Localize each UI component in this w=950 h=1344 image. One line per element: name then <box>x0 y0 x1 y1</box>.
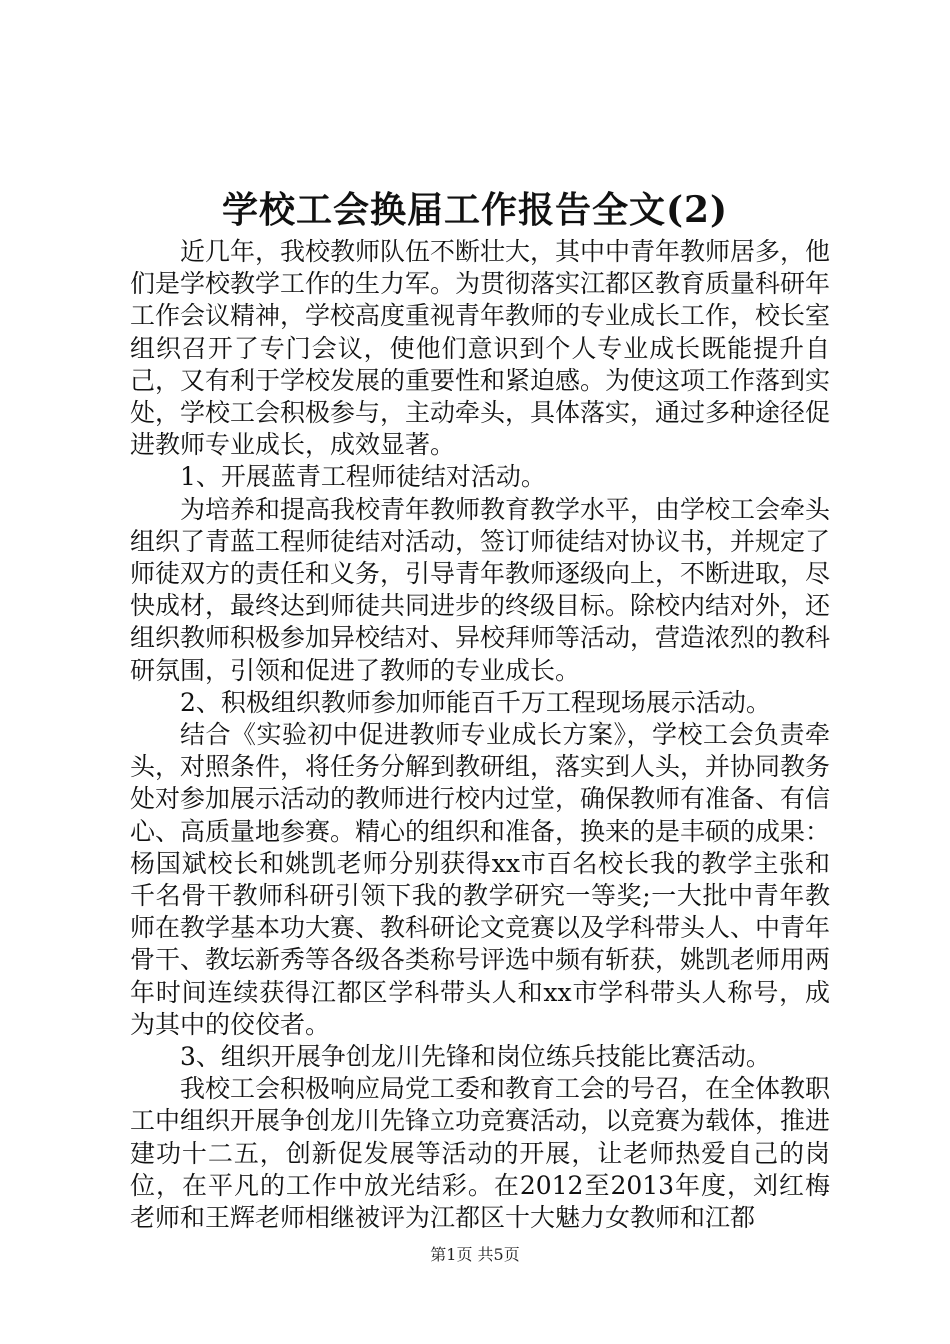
section-heading-2: 2、积极组织教师参加师能百千万工程现场展示活动。 <box>180 687 771 717</box>
paragraph-intro: 近几年，我校教师队伍不断壮大，其中中青年教师居多，他们是学校教学工作的生力军。为贯彻落实江都区教育质量科研年工作会议精神，学校高度重视青年教师的专业成长工作，校长室组织召开了专门会议，使他们意识到个人专业成长既能提升自己，又有利于学校发展的重要性和紧迫感。为使这项工作落到实处，学校工会积极参与，主动牵头，具体落实，通过多种途径促进教师专业成长，成效显著。 <box>130 237 831 460</box>
document-title: 学校工会换届工作报告全文(2) <box>221 189 729 231</box>
section-heading-3: 3、组织开展争创龙川先锋和岗位练兵技能比赛活动。 <box>180 1042 771 1072</box>
paragraph-section-1: 为培养和提高我校青年教师教育教学水平，由学校工会牵头组织了青蓝工程师徒结对活动，签订师徒结对协议书，并规定了师徒双方的责任和义务，引导青年教师逐级向上，不断进取，尽快成材，最终达到师徒共同进步的终级目标。除校内结对外，还组织教师积极参加异校结对、异校拜师等活动，营造浓烈的教科研氛围，引领和促进了教师的专业成长。 <box>130 494 831 685</box>
paragraph-section-3: 我校工会积极响应局党工委和教育工会的号召，在全体教职工中组织开展争创龙川先锋立功竞赛活动，以竞赛为载体，推进建功十二五，创新促发展等活动的开展，让老师热爱自己的岗位，在平凡的工作中放光结彩。在2012至2013年度，刘红梅老师和王辉老师相继被评为江都区十大魅力女教师和江都 <box>130 1074 831 1233</box>
paragraph-section-2: 结合《实验初中促进教师专业成长方案》，学校工会负责牵头，对照条件，将任务分解到教研组，落实到人头，并协同教务处对参加展示活动的教师进行校内过堂，确保教师有准备、有信心、高质量地参赛。精心的组织和准备，换来的是丰硕的成果：杨国斌校长和姚凯老师分别获得xx市百名校长我的教学主张和千名骨干教师科研引领下我的教学研究一等奖;一大批中青年教师在教学基本功大赛、教科研论文竞赛以及学科带头人、中青年骨干、教坛新秀等各级各类称号评选中频有斩获，姚凯老师用两年时间连续获得江都区学科带头人和xx市学科带头人称号，成为其中的佼佼者。 <box>130 720 831 1039</box>
document-body <box>130 236 830 1234</box>
page-footer: 第1页 共5页 <box>430 1245 520 1264</box>
section-heading-1: 1、开展蓝青工程师徒结对活动。 <box>180 462 546 492</box>
